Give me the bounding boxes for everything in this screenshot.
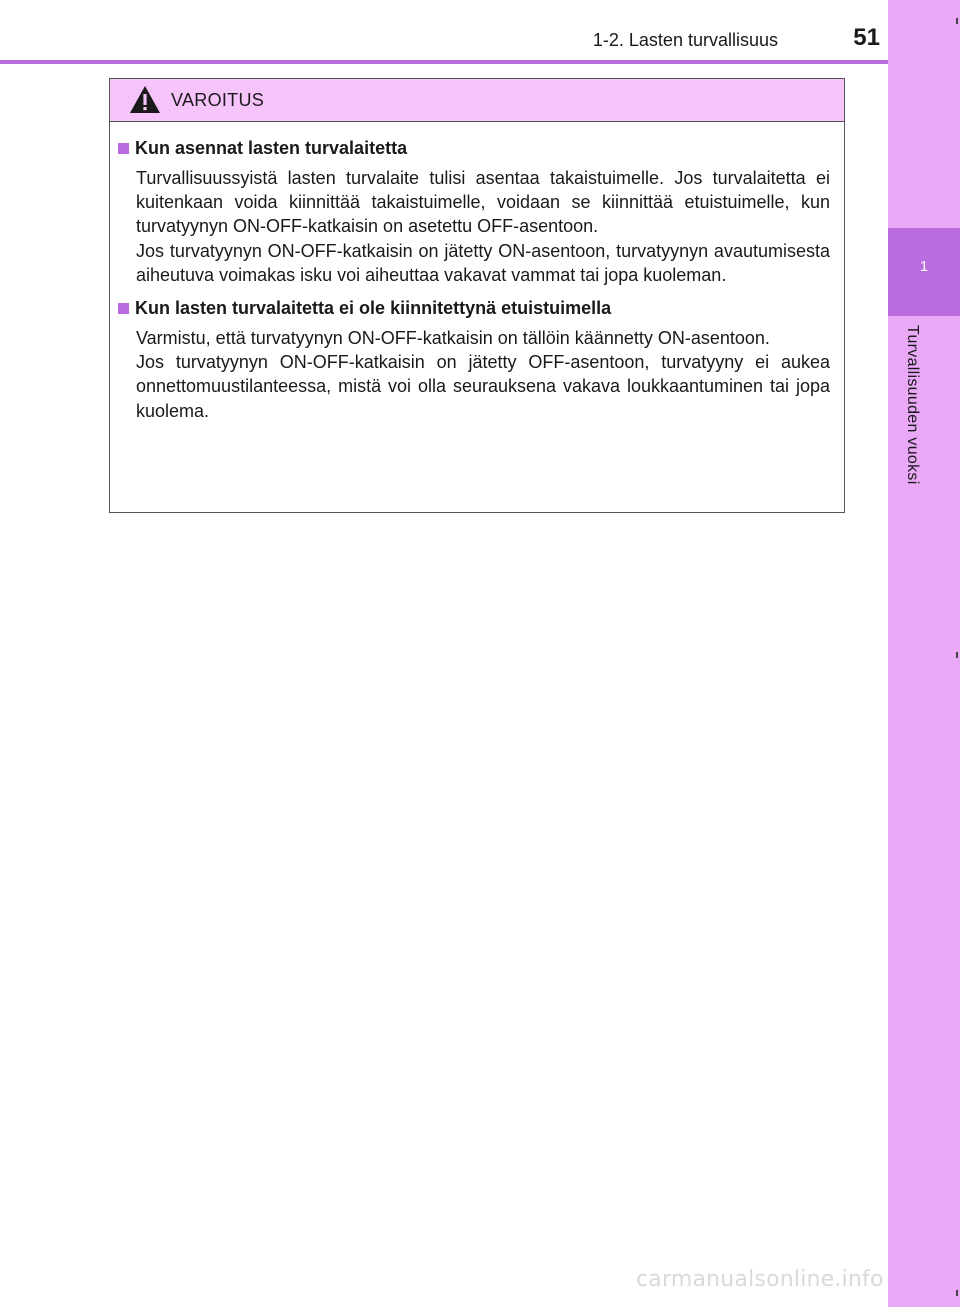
page-number: 51 bbox=[853, 24, 880, 51]
warning-paragraph: Varmistu, että turvatyynyn ON-OFF-katkaisin on tällöin käännetty ON-asentoon. bbox=[136, 328, 770, 349]
warning-item-heading bbox=[118, 296, 830, 320]
trim-mark bbox=[956, 1290, 958, 1296]
warning-header bbox=[110, 79, 844, 122]
trim-mark bbox=[956, 652, 958, 658]
warning-triangle-icon bbox=[129, 85, 161, 114]
warning-paragraph: Turvallisuussyistä lasten turvalaite tulisi asentaa takaistuimelle. Jos turvalaitetta ei kuitenkaan voida kiinnittää takaistuimelle, voidaan se kiinnittää etuistuimelle, kun turvatyynyn ON-OFF-katkaisin on asetettu OFF-asentoon. bbox=[136, 168, 830, 237]
warning-body bbox=[110, 122, 844, 423]
warning-item-heading-text: Kun lasten turvalaitetta ei ole kiinnitettynä etuistuimella bbox=[135, 298, 612, 319]
chapter-number: 1 bbox=[919, 258, 929, 275]
warning-box bbox=[109, 78, 845, 513]
watermark-text: carmanualsonline.info bbox=[636, 1267, 884, 1292]
bullet-square-icon bbox=[118, 143, 129, 154]
chapter-side-tab bbox=[888, 0, 960, 1307]
warning-item bbox=[118, 136, 830, 287]
chapter-label: Turvallisuuden vuoksi bbox=[904, 325, 921, 485]
warning-item bbox=[118, 296, 830, 423]
warning-item-heading-text: Kun asennat lasten turvalaitetta bbox=[135, 138, 408, 158]
bullet-square-icon bbox=[118, 303, 129, 314]
section-title: 1-2. Lasten turvallisuus bbox=[592, 30, 778, 50]
trim-mark bbox=[956, 18, 958, 24]
warning-item-heading bbox=[118, 136, 830, 160]
warning-paragraph: Jos turvatyynyn ON-OFF-katkaisin on jätetty OFF-asentoon, turvatyyny ei aukea onnettomuustilanteessa, mistä voi olla seurauksena vakava loukkaantuminen tai jopa kuolema. bbox=[136, 352, 830, 421]
header-rule bbox=[0, 60, 888, 64]
warning-paragraph: Jos turvatyynyn ON-OFF-katkaisin on jätetty ON-asentoon, turvatyynyn avautumisesta aiheutuva voimakas isku voi aiheuttaa vakavat vammat tai jopa kuoleman. bbox=[136, 240, 830, 285]
warning-title: VAROITUS bbox=[171, 90, 265, 110]
